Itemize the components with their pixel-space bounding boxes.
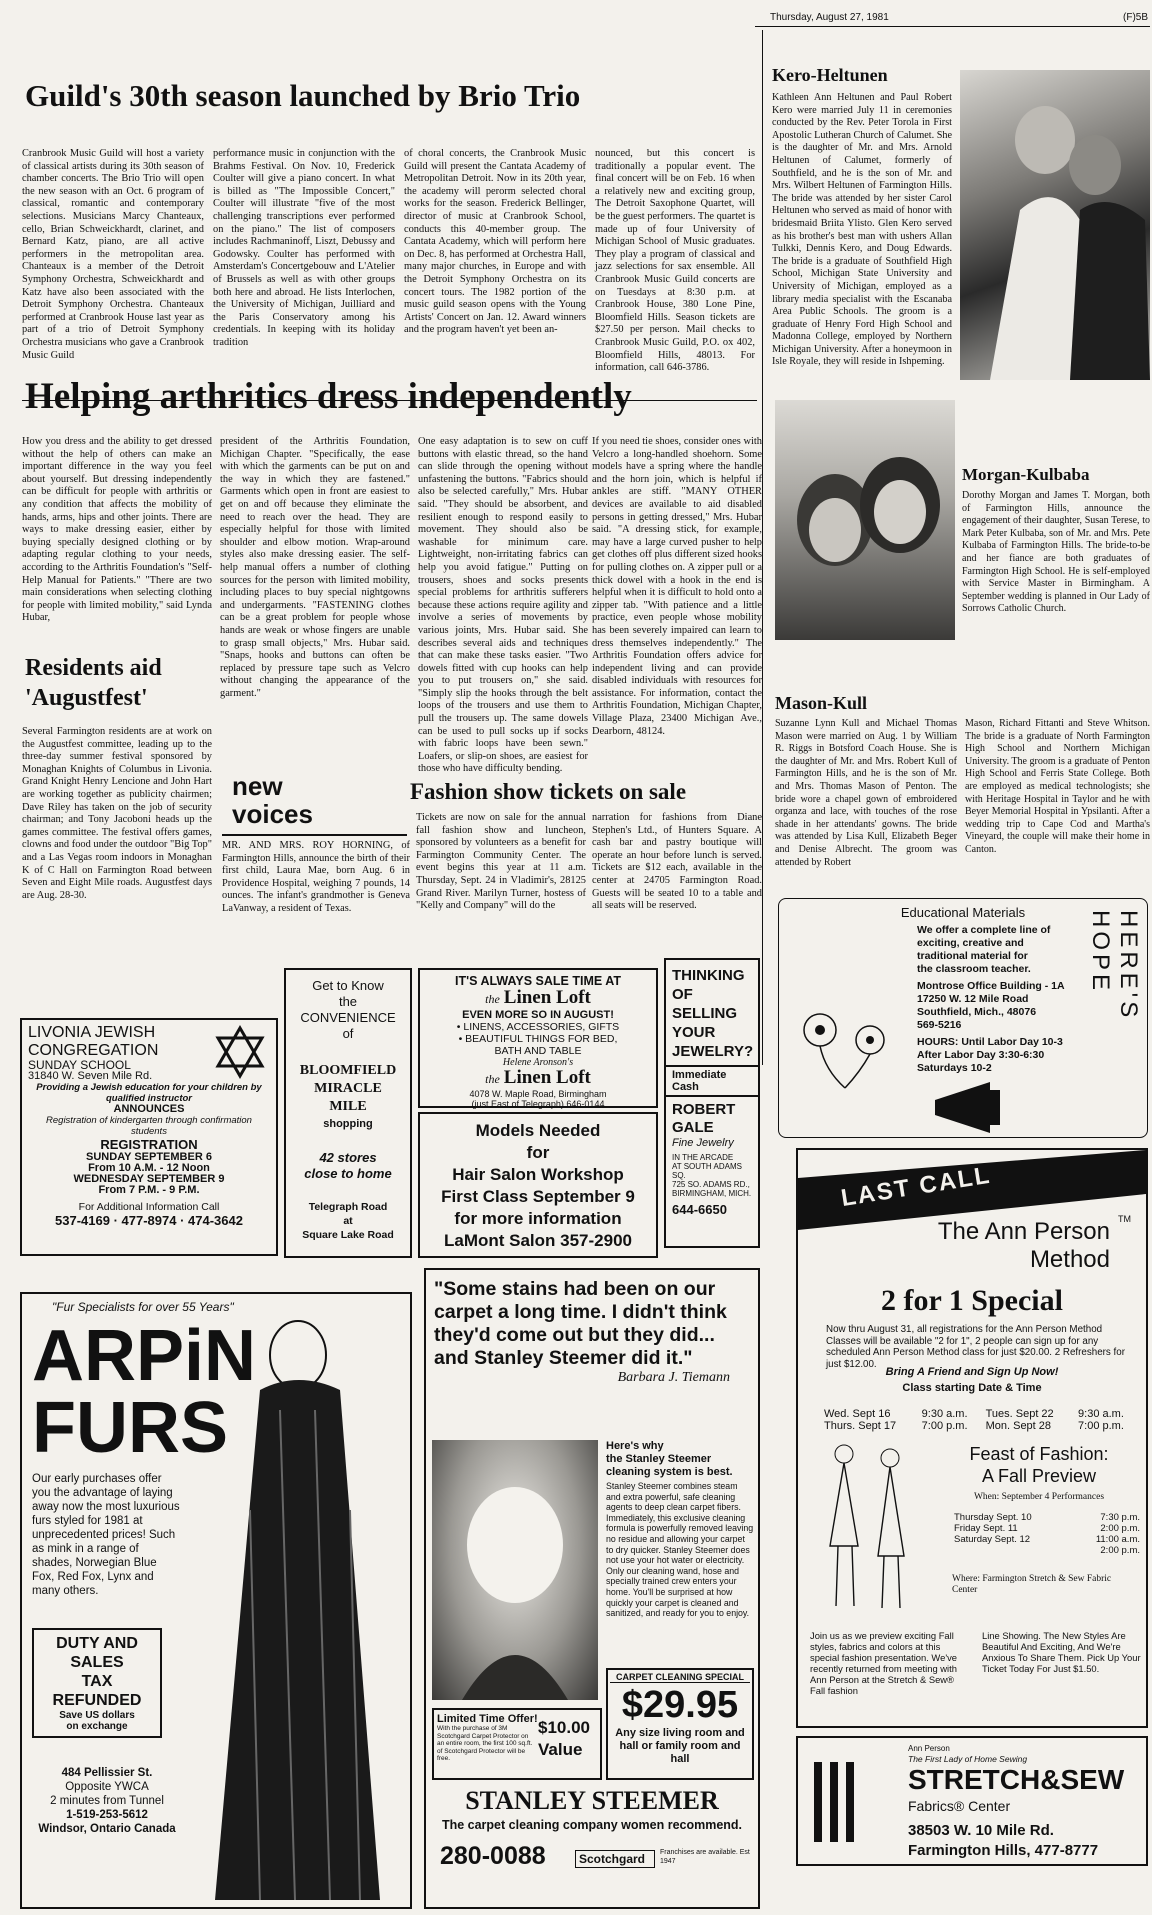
gale-l12: 725 SO. ADAMS RD., bbox=[672, 1180, 750, 1189]
star-of-david-icon bbox=[212, 1024, 268, 1080]
feast-p2-time: 2:00 p.m. bbox=[1100, 1523, 1140, 1534]
hope-l1: Educational Materials bbox=[900, 905, 1026, 920]
arpin-duty-3: TAX bbox=[81, 1673, 113, 1690]
ann-body: Now thru August 31, all registrations for the Ann Person Method Classes will be available "2 for 1", 2 people can sign up for any scheduled Ann Person Method class for just $20.00. 2 Refreshers for just $12.00. bbox=[826, 1324, 1125, 1370]
steemer-special-box bbox=[606, 1668, 754, 1780]
hope-logo: HERE'S HOPE bbox=[1087, 910, 1142, 1022]
ann-feast-1: Feast of Fashion: bbox=[969, 1444, 1109, 1464]
masthead-date: Thursday, August 27, 1981 bbox=[770, 12, 889, 23]
feast-p4-time: 2:00 p.m. bbox=[1100, 1545, 1140, 1556]
morgan-headline: Morgan-Kulbaba bbox=[962, 465, 1090, 484]
class-s1-time: 9:30 a.m. bbox=[921, 1408, 968, 1420]
bloomfield-l4: of bbox=[342, 1026, 354, 1041]
ann-where: Where: Farmington Stretch & Sew Fabric Center bbox=[952, 1574, 1112, 1595]
lamont-l1: Models Needed bbox=[475, 1121, 601, 1140]
gale-l2: OF bbox=[672, 986, 693, 1003]
steemer-value: Value bbox=[538, 1740, 583, 1759]
steemer-why-2: the Stanley Steemer bbox=[606, 1453, 712, 1465]
arthritis-col-3: One easy adaptation is to sew on cuff buttons with elastic thread, so the hand can slide through the opening without unfastening the buttons. "Fabrics should also be selected carefully," Mrs. Hubar said. "They should be absorbent, and resilient enough to respond easily to movement. They should also be washable for minimum care. Lightweight, non-irritating fabrics can help you avoid fatigue." Putting on trousers, shoes and socks presents special problems for arthritis sufferers because these actions require agility and involve a series of movements by various joints, Mrs. Hubar said. She describes several aids and techniques that can make these tasks easier. "Two dowels fitted with cup hooks can help you to put trousers on," she said. "Simply slip the hooks through the belt loops of the trousers and use them to pull the trousers up. The same dowels can be used to pull socks up if socks with fabric loops have been sewn." Loafers, or slip-on shoes, are easiest for those who have difficulty bending. bbox=[418, 436, 588, 775]
fashion-headline: Fashion show tickets on sale bbox=[410, 779, 687, 804]
linen-l2: the bbox=[485, 992, 500, 1006]
gale-l3: SELLING bbox=[672, 1005, 738, 1022]
linen-l6: • BEAUTIFUL THINGS FOR BED, bbox=[458, 1033, 618, 1045]
class-s3-time: 9:30 a.m. bbox=[1078, 1408, 1124, 1420]
stretch-sub: Fabrics® Center bbox=[908, 1798, 1011, 1814]
linen-l11: 4078 W. Maple Road, Birmingham bbox=[469, 1089, 607, 1099]
mason-col-1: Suzanne Lynn Kull and Michael Thomas Mason were married on Aug. 1 by William R. Riggs in Botsford Coach House. She is the daughter of Mr. and Mrs. Robert Kull of Farmington Hills, and he is the son of Mr. and Mrs. Thomas Mason of Penton. The bride wore a chapel gown of embroidered organza and lace, with touches of the rose shade in her attendants' gowns. The bride was attended by Lisa Kull, Elizabeth Beger and Denise Albrecht. The groom was attended by Robert bbox=[775, 718, 957, 868]
linen-l1: IT'S ALWAYS SALE TIME AT bbox=[455, 974, 621, 988]
new-voices-rule bbox=[222, 834, 407, 836]
ann-name-2: Method bbox=[1029, 1246, 1110, 1273]
robert-gale-ad bbox=[664, 958, 760, 1248]
bloomfield-l2: the bbox=[338, 994, 358, 1009]
linen-l4: EVEN MORE SO IN AUGUST! bbox=[462, 1009, 614, 1021]
gale-l13: BIRMINGHAM, MICH. bbox=[672, 1189, 752, 1198]
class-schedule-table bbox=[822, 1408, 1140, 1432]
steemer-why-1: Here's why bbox=[606, 1440, 664, 1452]
guild-col-2: performance music in conjunction with the Brahms Festival. On Nov. 10, Frederick Coulter will give a piano concert. In what is billed as "The Impossible Concert," Coulter will illustrate "five of the most challenging transcriptions ever performed on the piano." The list of composers includes Rachmaninoff, Liszt, Debussy and Godowsky. Coulter has performed with Amsterdam's Concertgebouw and L'Atelier of Brussels as well as with other groups both here and abroad. He lists Interlochen, the University of Michigan, Juilliard and the Paris Conservatory among his credentials. In keeping with its holiday tradition bbox=[213, 148, 395, 348]
livonia-l10: From 10 A.M. - 12 Noon bbox=[88, 1162, 210, 1174]
bloomfield-l5: BLOOMFIELD bbox=[299, 1063, 397, 1078]
feast-p1-date: Thursday Sept. 10 bbox=[954, 1512, 1032, 1523]
steemer-body: Stanley Steemer combines steam and extra powerful, safe cleaning agents to deep clean carpet fibers. Immediately, this exclusive cleaning formula is powerfully removed leaving no residue and allowing your carpet to dry quicker. Stanley Steemer does not use your hot water or electricity. Only our cleaning wand, hose and specially trained crew enters your home. You'll be surprised at how quickly your carpet is cleaned and sanitized, and ready for you to enjoy. bbox=[606, 1481, 754, 1619]
divider-vertical-right bbox=[762, 30, 763, 1065]
livonia-l9: SUNDAY SEPTEMBER 6 bbox=[86, 1151, 212, 1163]
livonia-l11: WEDNESDAY SEPTEMBER 9 bbox=[73, 1173, 225, 1185]
feast-row-4 bbox=[952, 1545, 1142, 1556]
new-voices-title-1: new bbox=[232, 771, 283, 801]
masthead-page: (F)5B bbox=[1123, 12, 1148, 23]
ann-feast-2: A Fall Preview bbox=[981, 1466, 1097, 1486]
flower-illustration bbox=[790, 1000, 900, 1090]
livonia-l6: ANNOUNCES bbox=[113, 1103, 185, 1115]
gale-l7: ROBERT bbox=[672, 1101, 736, 1118]
bloomfield-l8: shopping bbox=[323, 1118, 373, 1130]
gale-l4: YOUR bbox=[672, 1024, 716, 1041]
linen-l10: Linen Loft bbox=[503, 1067, 591, 1088]
mason-col-2: Mason, Richard Fittanti and Steve Whitson. The bride is a graduate of North Farmington High School and Northern Michigan University. The groom is a graduate of Penton High School and Ferris State College. Both are employed as medical technologists; she with Heritage Hospital in Taylor and he with Beyer Memorial Hospital in Ypsilanti. After a wedding trip to Cape Cod and Martha's Vineyard, the couple will make their home in Canton. bbox=[965, 718, 1150, 855]
hope-l6: Montrose Office Building - 1A bbox=[917, 980, 1065, 992]
lamont-l2: for bbox=[526, 1143, 550, 1162]
gale-l5: JEWELRY? bbox=[672, 1043, 754, 1060]
arpin-duty-4: REFUNDED bbox=[52, 1692, 142, 1709]
arpin-text: Our early purchases offer you the advantage of laying away now the most luxurious furs styled for 1981 at unprecedented prices! Such as mink in a range of shades, Norwegian Blue Fox, Red Fox, Lynx and many others. bbox=[32, 1473, 180, 1597]
class-row-2 bbox=[822, 1420, 1140, 1432]
class-s1-date: Wed. Sept 16 bbox=[824, 1408, 891, 1420]
class-row-1 bbox=[822, 1408, 1140, 1420]
bloomfield-l10: close to home bbox=[304, 1166, 392, 1181]
bloomfield-l12: at bbox=[343, 1215, 353, 1227]
hope-l11: After Labor Day 3:30-6:30 bbox=[917, 1049, 1045, 1061]
stretch-t2: The First Lady of Home Sewing bbox=[908, 1754, 1028, 1764]
lamont-l3: Hair Salon Workshop bbox=[452, 1165, 624, 1184]
ann-line: Line Showing. The New Styles Are Beautiful And Exciting, And We're Anxious To Share Them. Pick Up Your Ticket Today For Just $1.50. bbox=[982, 1630, 1141, 1674]
last-call-text: LAST CALL bbox=[839, 1161, 993, 1213]
feast-p3-time: 11:00 a.m. bbox=[1095, 1534, 1140, 1545]
ann-special: 2 for 1 Special bbox=[881, 1284, 1063, 1317]
fashion-col-1: Tickets are now on sale for the annual fall fashion show and luncheon, sponsored by volunteers as a benefit for Farmington Community Center. The event begins this year at 11 a.m. Thursday, Sept. 24 in Vladimir's, 28125 Grand River. Marilyn Turner, hostess of "Kelly and Company" will do the bbox=[416, 812, 586, 912]
gale-l8: GALE bbox=[672, 1119, 714, 1136]
guild-col-1: Cranbrook Music Guild will host a variety of classical artists during its 30th season of chamber concerts. The Brio Trio will open the new season with an Oct. 6 program of classical, romantic and contemporary selections. Musicians Marcy Chanteaux, cello, Brian Schweickhardt, clarinet, and Bernard Katz, piano, are all active performers in the metropolitan area. Chanteaux is a member of the Detroit Symphony Orchestra, Schweickhardt and Katz have also been associated with the Detroit Symphony Orchestra. Chanteaux performed at Cranbrook House last year as part of a trio of Detroit Symphony Orchestra musicians who gave a Cranbrook Music Guild bbox=[22, 148, 204, 361]
arpin-a3: 2 minutes from Tunnel bbox=[50, 1795, 164, 1807]
linen-loft-ad bbox=[418, 968, 658, 1108]
arpin-l1: ARPiN bbox=[32, 1316, 257, 1396]
livonia-l2: CONGREGATION bbox=[28, 1042, 159, 1059]
hope-l5: the classroom teacher. bbox=[917, 963, 1031, 975]
lamont-l5: for more information bbox=[454, 1209, 622, 1228]
hope-l7: 17250 W. 12 Mile Road bbox=[917, 993, 1029, 1005]
fashion-figures-illustration bbox=[808, 1436, 926, 1616]
hope-l2: We offer a complete line of bbox=[917, 924, 1051, 936]
stretch-sew-ad bbox=[796, 1736, 1148, 1866]
livonia-l12: From 7 P.M. - 9 P.M. bbox=[98, 1184, 200, 1196]
arpin-duty-1: DUTY AND bbox=[56, 1635, 138, 1652]
guild-headline: Guild's 30th season launched by Brio Trio bbox=[25, 78, 581, 113]
stretch-t1: Ann Person bbox=[908, 1744, 950, 1753]
bloomfield-l13: Square Lake Road bbox=[302, 1229, 394, 1241]
gale-l10: IN THE ARCADE bbox=[672, 1153, 734, 1162]
steemer-why-3: cleaning system is best. bbox=[606, 1466, 733, 1478]
arpin-a2: Opposite YWCA bbox=[65, 1781, 149, 1793]
bloomfield-l3: CONVENIENCE bbox=[300, 1010, 396, 1025]
arthritis-col-2: president of the Arthritis Foundation, Michigan Chapter. "Specifically, the ease with which the garments can be put on and the way in which they are fastened." Garments which open in front are easiest to get on and off because they eliminate the need to reach over the head. They are especially helpful for those with limited shoulder and elbow motion. Wrap-around styles also make dressing easier. The self-help manual offers a number of clothing sources for the person with limited mobility, including places to buy special nightgowns and undergarments. "FASTENING clothes can be a great problem for people whose hands are weak or whose fingers are unable to grasp small objects," Mrs. Hubar said. "Snaps, hooks and buttons can often be replaced by pressure tape such as Velcro without changing the appearance of the garment." bbox=[220, 436, 410, 699]
bloomfield-ad bbox=[284, 968, 412, 1258]
ann-join: Join us as we preview exciting Fall styles, fabrics and colors at this special fashion presentation. We've recently returned from meeting with Ann Person at the Stretch & Sew® Fall fashion bbox=[810, 1630, 958, 1696]
steemer-brand: STANLEY STEEMER bbox=[465, 1786, 719, 1815]
livonia-l3: SUNDAY SCHOOL bbox=[28, 1058, 131, 1072]
ann-class: Class starting Date & Time bbox=[902, 1382, 1042, 1394]
hope-l3: exciting, creative and bbox=[917, 937, 1024, 949]
gale-l9: Fine Jewelry bbox=[672, 1137, 734, 1149]
residents-text: Several Farmington residents are at work on the Augustfest committee, leading up to the three-day summer festival sponsored by Monaghan Knights of Columbus in Livonia. Grand Knight Henry Lencione and John Hart are working together as publicity chairmen; Dave Riley has taken on the job of security chairman; and Tony Jacoboni heads up the games committee. The festival offers games, clowns and food under the outdoor "Big Top" and a Las Vegas room indoors in Monaghan K of C Hall on Farmington Road between Seven and Eight Mile roads. Augustfest days are Aug. 28-30. bbox=[22, 726, 212, 901]
ann-when: When: September 4 Performances bbox=[973, 1492, 1105, 1502]
arpin-duty-6: on exchange bbox=[66, 1721, 128, 1732]
linen-l7: BATH AND TABLE bbox=[494, 1045, 582, 1057]
ann-bring: Bring A Friend and Sign Up Now! bbox=[885, 1366, 1059, 1378]
steemer-value-price: $10.00 bbox=[538, 1718, 590, 1737]
steemer-info bbox=[606, 1440, 754, 1670]
hope-l8: Southfield, Mich., 48076 bbox=[917, 1006, 1037, 1018]
bloomfield-l9: 42 stores bbox=[319, 1150, 377, 1165]
arthritis-col-1: How you dress and the ability to get dressed without the help of others can make an important difference in the way you feel about yourself. But dressing independently can be difficult for people with arthritis or any condition that affects the mobility of hands, arms, hips and other joints. There are ways to make dressing easier, either by buying specially designed clothing or by adapting regular clothing to your needs, according to the Arthritis Foundation's "Self-Help Manual for Patients." "There are two main considerations when selecting clothing for people with limited mobility," said Lynda Hubar, bbox=[22, 436, 212, 624]
new-voices-text: MR. AND MRS. ROY HORNING, of Farmington Hills, announce the birth of their first child, Laura Mae, born Aug. 6 in Providence Hospital, weighing 7 pounds, 14 ounces. The infant's grandmother is Geneva LaVanway, a resident of Texas. bbox=[222, 840, 410, 914]
linen-l3: Linen Loft bbox=[503, 987, 591, 1008]
kero-text: Kathleen Ann Heltunen and Paul Robert Kero were married July 11 in ceremonies conducted by the Rev. Peter Torola in First Apostolic Lutheran Church of Calumet. She is the daughter of Mr. and Mrs. Arnold Heltunen of Calumet, formerly of Southfield, and he is the son of Mr. and Mrs. Wilbert Heltunen of Farmington Hills. The bride was attended by her sister Carol Heltunen who served as maid of honor with bridesmaid Briita Ylisto. Glen Kero served as his brother's best man with ushers Allan Tulkki, Dennis Kero, and Doug Edwards. The bride is a graduate of Southfield High School, Michigan State University and University of Michigan, employed as a library media specialist with the Escanaba Area Public Schools. The groom is a graduate of Henry Ford High School and Madonna College, employed by Northern Michigan University. After a honeymoon in Isle Royale, they will reside in Ishpeming. bbox=[772, 92, 952, 368]
linen-l12: (just East of Telegraph) 646-0144 bbox=[471, 1099, 605, 1109]
stretch-addr-1: 38503 W. 10 Mile Rd. bbox=[908, 1822, 1054, 1839]
arpin-duty-5: Save US dollars bbox=[59, 1710, 135, 1721]
arpin-tag: "Fur Specialists for over 55 Years" bbox=[52, 1300, 234, 1314]
livonia-l1: LIVONIA JEWISH bbox=[28, 1024, 156, 1041]
feast-row-1 bbox=[952, 1512, 1142, 1523]
steemer-ltd: Limited Time Offer! bbox=[437, 1713, 538, 1725]
class-s2-date: Thurs. Sept 17 bbox=[824, 1420, 897, 1432]
arpin-a4: 1-519-253-5612 bbox=[66, 1809, 148, 1821]
livonia-l5: Providing a Jewish education for your children by qualified instructor bbox=[36, 1082, 262, 1104]
feast-p1-time: 7:30 p.m. bbox=[1100, 1512, 1140, 1523]
hope-l4: traditional material for bbox=[917, 950, 1028, 962]
wedding-couple-image bbox=[960, 70, 1150, 380]
megaphone-icon bbox=[930, 1080, 1040, 1135]
lamont-l6: LaMont Salon 357-2900 bbox=[443, 1231, 632, 1250]
morgan-photo bbox=[775, 400, 955, 640]
arpin-duty-box bbox=[32, 1628, 162, 1738]
livonia-l14: 537-4169 · 477-8974 · 474-3642 bbox=[55, 1213, 243, 1228]
ann-name-1: The Ann Person bbox=[937, 1218, 1110, 1245]
stretch-sew-logo-icon bbox=[806, 1752, 866, 1852]
lamont-l4: First Class September 9 bbox=[441, 1187, 635, 1206]
bloomfield-l1: Get to Know bbox=[312, 978, 384, 993]
linen-l5: • LINENS, ACCESSORIES, GIFTS bbox=[456, 1021, 620, 1033]
livonia-l7: Registration of kindergarten through confirmation students bbox=[46, 1115, 252, 1137]
gale-l11: AT SOUTH ADAMS SQ. bbox=[672, 1162, 742, 1180]
class-s4-date: Mon. Sept 28 bbox=[985, 1420, 1052, 1432]
ann-tm: TM bbox=[1118, 1214, 1131, 1224]
feast-row-3 bbox=[952, 1534, 1142, 1545]
hope-l12: Saturdays 10-2 bbox=[917, 1062, 992, 1074]
arpin-a5: Windsor, Ontario Canada bbox=[38, 1823, 176, 1835]
guild-col-3: of choral concerts, the Cranbrook Music Guild will present the Cantata Academy of Metropolitan Detroit. Now in its 20th year, the academy will perorm selected choral works for the season. Frederick Bellinger, director of music at Cranbrook School, conducts this 40-member group. The Cantata Academy, which will perform here on Dec. 8, has performed at Orchestra Hall, many major churches, in Europe and with the Detroit Symphony Orchestra on its concert tours. The 1982 portion of the music guild season opens with the Young Artists' Concert on Jan. 12. Award winners and the program haven't yet been an- bbox=[404, 148, 586, 336]
fashion-col-2: narration for fashions from Diane Stephen's Ltd., of Hunters Square. A cash bar and pastry boutique will operate an hour before lunch is served. Tickets are $12 each, available in the center at 24705 Farmington Road. Guests will be seated 10 to a table and all seats will be reserved. bbox=[592, 812, 762, 912]
new-voices-title-2: voices bbox=[232, 799, 313, 829]
steemer-slogan: The carpet cleaning company women recommend. bbox=[441, 1818, 743, 1832]
linen-l8: Helene Aronson's bbox=[502, 1057, 574, 1068]
class-s4-time: 7:00 p.m. bbox=[1078, 1420, 1124, 1432]
class-s2-time: 7:00 p.m. bbox=[921, 1420, 968, 1432]
livonia-l8: REGISTRATION bbox=[100, 1137, 198, 1152]
gale-l14: 644-6650 bbox=[672, 1202, 727, 1217]
steemer-ltd-sub: With the purchase of 3M Scotchgard Carpet Protector on an entire room, the first 100 sq.ft. of Scotchgard Protector will be free. bbox=[437, 1725, 533, 1762]
kero-photo bbox=[960, 70, 1150, 380]
stretch-addr-2: Farmington Hills, 477-8777 bbox=[908, 1842, 1099, 1859]
gale-l6: Immediate Cash bbox=[666, 1065, 758, 1097]
steemer-quote: "Some stains had been on our carpet a long time. I didn't think they'd come out but they did... and Stanley Steemer did it." bbox=[434, 1278, 727, 1369]
bloomfield-l11: Telegraph Road bbox=[308, 1201, 388, 1213]
bloomfield-l6: MIRACLE bbox=[314, 1081, 382, 1096]
gale-l1: THINKING bbox=[672, 967, 745, 984]
feast-p2-date: Friday Sept. 11 bbox=[954, 1523, 1018, 1534]
arpin-a1: 484 Pellissier St. bbox=[61, 1767, 153, 1779]
guild-col-4: nounced, but this concert is traditionally a popular event. The final concert will be on Feb. 16 when a relatively new and exciting group, The Detroit Saxophone Quartet, will be the guest performers. The quartet is made up of four University of Michigan School of Music graduates. They play a program of classical and jazz selections for sax ensemble. All Cranbrook Music Guild concerts are on Tuesdays at 8:30 p.m. at Cranbrook House, 380 Lone Pine, Bloomfield Hills. Season tickets are $27.50 per person. Mail checks to Cranbrook Music Guild, P.O. ox 402, Bloomfield Hills, 48013. For information, call 646-3786. bbox=[595, 148, 755, 374]
livonia-l4: 31840 W. Seven Mile Rd. bbox=[28, 1070, 153, 1082]
hope-l9: 569-5216 bbox=[917, 1019, 962, 1031]
residents-headline-1: Residents aid bbox=[25, 655, 162, 681]
arthritis-headline: Helping arthritics dress independently bbox=[25, 376, 632, 417]
feast-row-2 bbox=[952, 1523, 1142, 1534]
arpin-l2: FURS bbox=[32, 1388, 228, 1468]
steemer-scotch: Scotchgard bbox=[575, 1850, 655, 1868]
livonia-l13: For Additional Information Call bbox=[78, 1201, 220, 1213]
customer-photo bbox=[432, 1440, 598, 1700]
linen-l9: the bbox=[485, 1072, 500, 1086]
class-s3-date: Tues. Sept 22 bbox=[985, 1408, 1054, 1420]
steemer-price: $29.95 bbox=[621, 1684, 739, 1726]
bloomfield-l7: MILE bbox=[329, 1099, 367, 1114]
arpin-duty-2: SALES bbox=[70, 1654, 124, 1671]
masthead-rule bbox=[755, 26, 1150, 27]
steemer-limited-box bbox=[432, 1708, 602, 1780]
arthritis-col-4: If you need tie shoes, consider ones with Velcro a long-handled shoehorn. Some models have a spring where the handle and the horn join, which is helpful if ankles are stiff. "MANY OTHER devices are available to aid disabled persons in getting dressed," Mrs. Hubar said. "A dressing stick, for example, may have a large curved pusher to help get clothes off plus different sized hooks for pulling clothes on. A zipper pull or a thick dowel with a hook in the end is helpful when it is difficult to hold onto a zipper tab. "With patience and a little practice, even people whose mobility has been severely impaired can learn to dress themselves independently." The Arthritis Foundation offers advice for independent living and can provide disabled individuals with resources for assistance. For information, contact the Arthritis Foundation, Michigan Chapter, Village Plaza, 23400 Michigan Ave., Dearborn, 48124. bbox=[592, 436, 762, 737]
residents-headline-2: 'Augustfest' bbox=[25, 685, 148, 711]
steemer-sig: Barbara J. Tiemann bbox=[617, 1370, 730, 1385]
steemer-fran: Franchises are available. Est 1947 bbox=[660, 1849, 750, 1865]
morgan-text: Dorothy Morgan and James T. Morgan, both of Farmington Hills, announce the engagement of their daughter, Susan Terese, to Mark Peter Kulbaba, son of Mr. and Mrs. Pete Kulbaba of Farmington Hills. The bride-to-be and her fiance are both graduates of Farmington High School. He is self-employed with Service Master in Birmingham. A September wedding is planned in Our Lady of Sorrows Catholic Church. bbox=[962, 490, 1150, 615]
kero-headline: Kero-Heltunen bbox=[772, 65, 888, 85]
fur-coat-model-illustration bbox=[190, 1310, 408, 1905]
steemer-phone: 280-0088 bbox=[440, 1842, 546, 1870]
feast-schedule-table bbox=[952, 1512, 1142, 1556]
feast-p3-date: Saturday Sept. 12 bbox=[954, 1534, 1031, 1545]
engaged-couple-image bbox=[775, 400, 955, 640]
steemer-special: CARPET CLEANING SPECIAL bbox=[610, 1672, 750, 1683]
hope-l10: HOURS: Until Labor Day 10-3 bbox=[917, 1036, 1063, 1048]
steemer-any: Any size living room and hall or family room and hall bbox=[615, 1727, 745, 1765]
mason-headline: Mason-Kull bbox=[775, 693, 868, 713]
stretch-brand: STRETCH&SEW bbox=[908, 1764, 1125, 1795]
lamont-ad bbox=[418, 1112, 658, 1258]
